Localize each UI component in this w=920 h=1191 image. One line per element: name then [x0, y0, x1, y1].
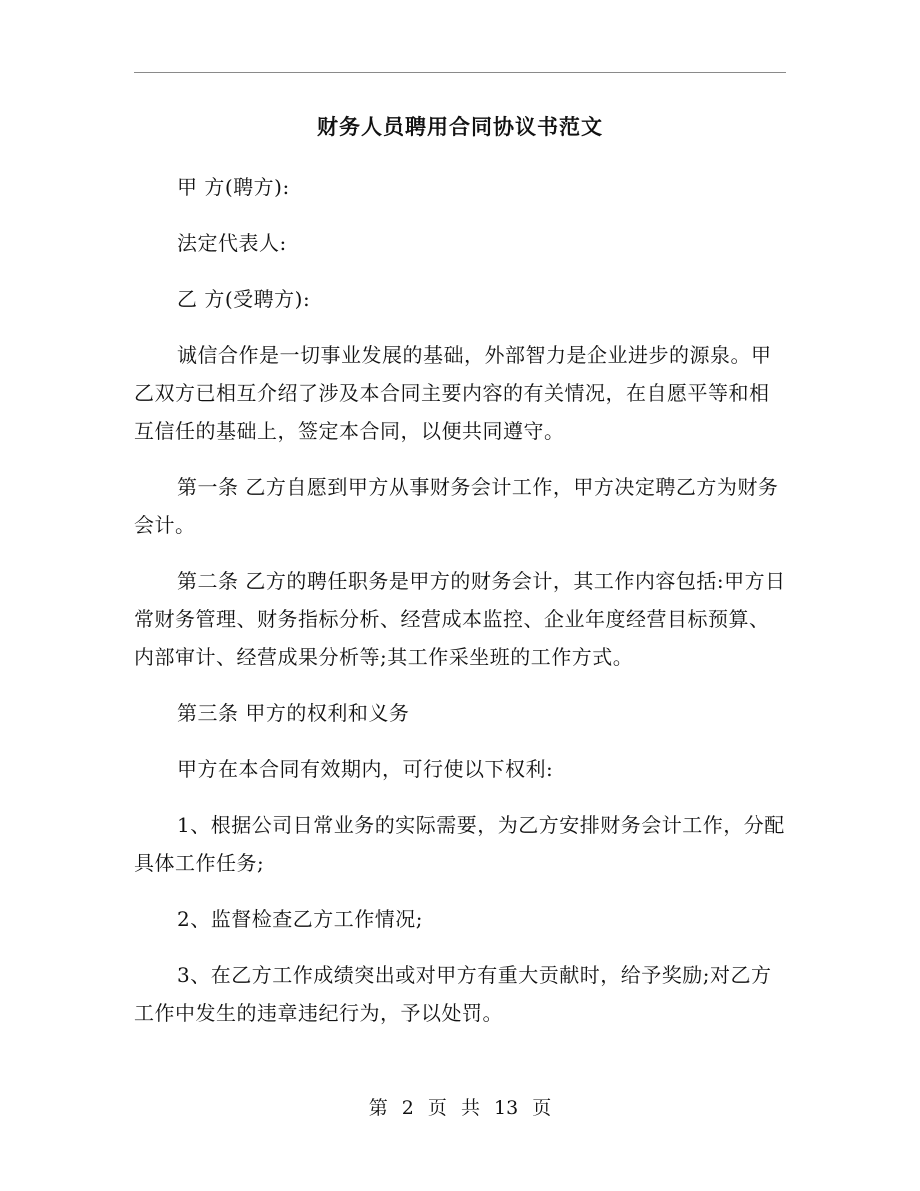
preamble-paragraph: 诚信合作是一切事业发展的基础，外部智力是企业进步的源泉。甲乙双方已相互介绍了涉及本合同主要内容的有关情况，在自愿平等和相互信任的基础上，签定本合同，以便共同遵守。: [134, 343, 772, 443]
party-a-line: 甲 方(聘方):: [177, 175, 290, 199]
document-body: [134, 168, 786, 1050]
article-2-paragraph: 第二条 乙方的聘任职务是甲方的财务会计，其工作内容包括:甲方日常财务管理、财务指标分析、经营成本监控、企业年度经营目标预算、内部审计、经营成果分析等;其工作采坐班的工作方式。: [134, 569, 786, 669]
article-3-heading: 第三条 甲方的权利和义务: [177, 701, 410, 725]
right-item-1: 1、根据公司日常业务的实际需要，为乙方安排财务会计工作，分配具体工作任务;: [134, 813, 785, 875]
right-item-3: 3、在乙方工作成绩突出或对甲方有重大贡献时，给予奖励;对乙方工作中发生的违章违纪行为，予以处罚。: [134, 963, 772, 1025]
party-a-rights-intro: 甲方在本合同有效期内，可行使以下权利:: [177, 757, 554, 781]
legal-representative-line: 法定代表人:: [177, 231, 287, 255]
document-title: 财务人员聘用合同协议书范文: [317, 114, 603, 139]
right-item-2: 2、监督检查乙方工作情况;: [177, 907, 423, 931]
header-rule: [134, 72, 786, 73]
party-b-line: 乙 方(受聘方):: [177, 287, 311, 311]
article-1-paragraph: 第一条 乙方自愿到甲方从事财务会计工作，甲方决定聘乙方为财务会计。: [134, 475, 779, 537]
page-number-footer: 第 2 页 共 13 页: [368, 1097, 552, 1119]
